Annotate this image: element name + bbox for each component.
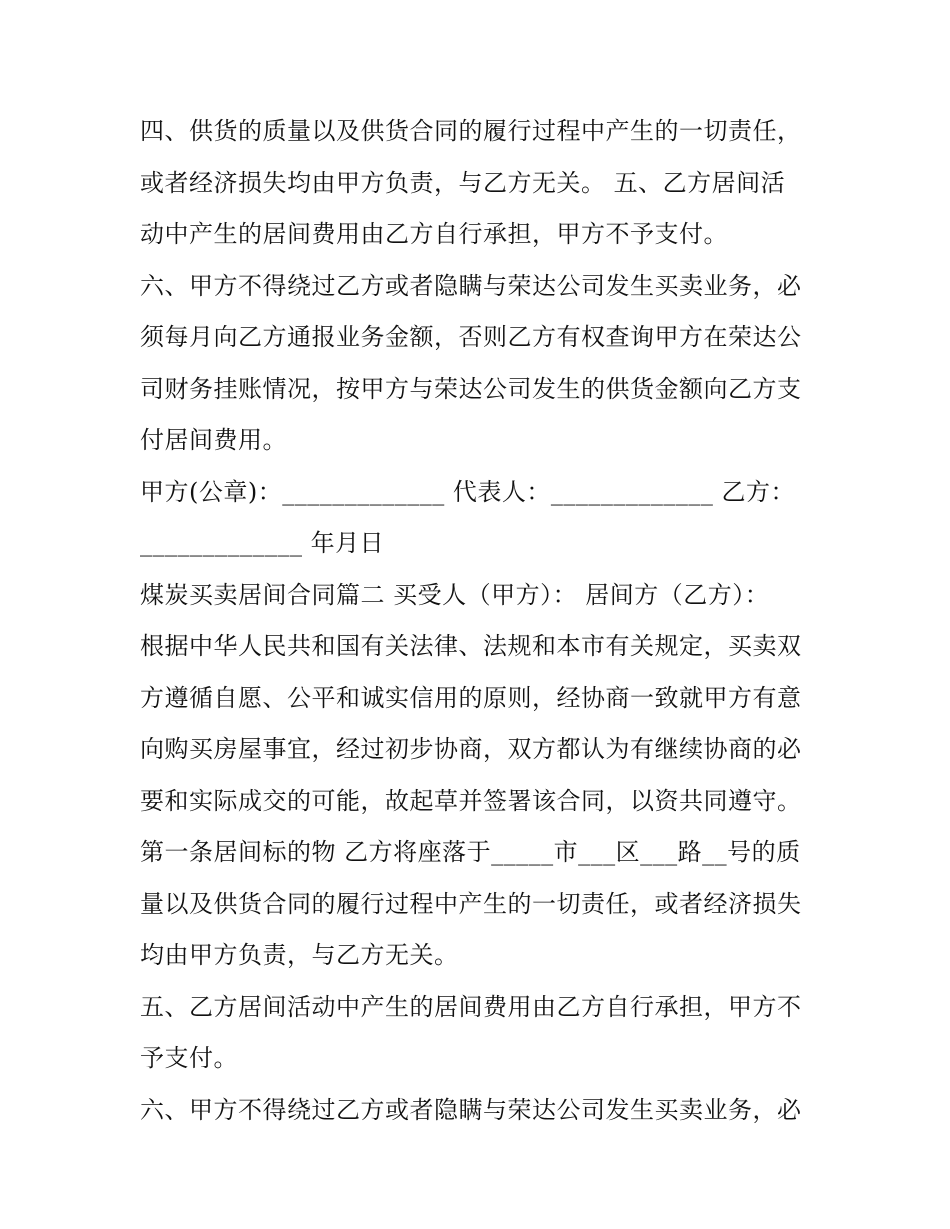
text-line: 量以及供货合同的履行过程中产生的一切责任，或者经济损失 — [140, 889, 802, 918]
text-line: 付居间费用。 — [140, 426, 287, 454]
text-line: 司财务挂账情况，按甲方与荣达公司发生的供货金额向乙方支 — [140, 374, 802, 403]
text-line: 六、甲方不得绕过乙方或者隐瞒与荣达公司发生买卖业务，必 — [140, 271, 802, 300]
section-heading-line: 煤炭买卖居间合同篇二 买受人（甲方）： 居间方（乙方）： — [140, 580, 770, 609]
text-line: 五、乙方居间活动中产生的居间费用由乙方自行承担，甲方不 — [140, 992, 802, 1021]
text-line: 须每月向乙方通报业务金额，否则乙方有权查询甲方在荣达公 — [140, 323, 802, 351]
text-line: 或者经济损失均由甲方负责，与乙方无关。 五、乙方居间活 — [140, 168, 786, 197]
text-line: 六、甲方不得绕过乙方或者隐瞒与荣达公司发生买卖业务，必 — [140, 1095, 802, 1124]
text-line: 方遵循自愿、公平和诚实信用的原则，经协商一致就甲方有意 — [140, 683, 802, 712]
signature-line: 甲方(公章)：_____________ 代表人：_____________ 乙方： — [140, 477, 795, 506]
text-line: 四、供货的质量以及供货合同的履行过程中产生的一切责任， — [140, 117, 802, 145]
text-line: 予支付。 — [140, 1044, 238, 1072]
text-line: 动中产生的居间费用由乙方自行承担，甲方不予支付。 — [140, 220, 728, 248]
document-body — [140, 106, 820, 1136]
text-line: 根据中华人民共和国有关法律、法规和本市有关规定，买卖双 — [140, 632, 802, 660]
text-line: 要和实际成交的可能，故起草并签署该合同，以资共同遵守。 — [140, 786, 802, 815]
text-line: 均由甲方负责，与乙方无关。 — [140, 941, 459, 969]
text-line: 向购买房屋事宜，经过初步协商，双方都认为有继续协商的必 — [140, 735, 802, 763]
text-line: 第一条居间标的物 乙方将座落于_____市___区___路__号的质 — [140, 838, 801, 866]
date-line: _____________ 年月日 — [140, 529, 385, 557]
